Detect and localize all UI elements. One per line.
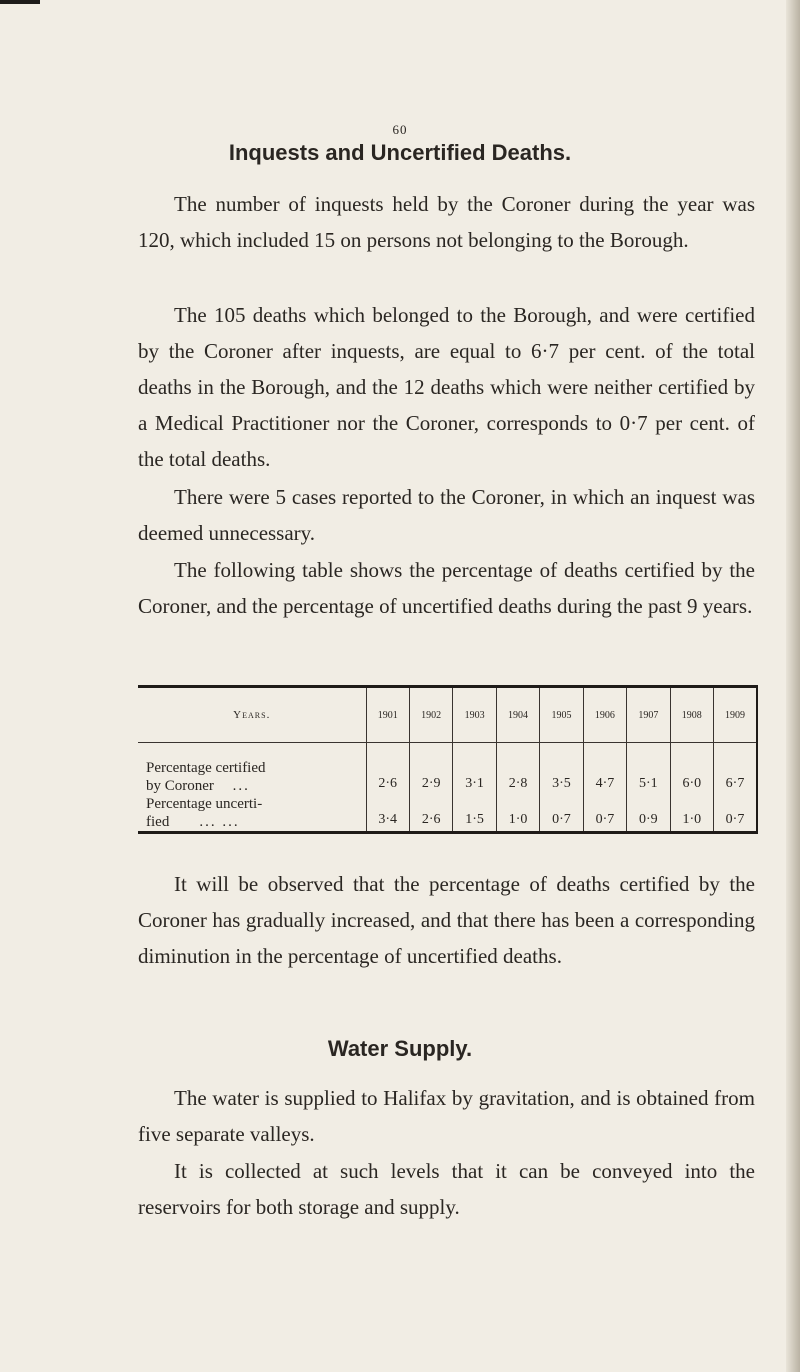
- header-year: 1906: [583, 687, 626, 743]
- table-cell: 2·9: [409, 759, 452, 795]
- section-heading-water-supply: Water Supply.: [327, 1036, 473, 1061]
- table-header-row: [138, 687, 757, 743]
- table-cell: 6·7: [714, 759, 758, 795]
- header-year: 1907: [627, 687, 670, 743]
- table-cell: 6·0: [670, 759, 713, 795]
- row-label-certified: Percentage certified by Coroner ...: [146, 759, 266, 794]
- table-cell: 2·8: [496, 759, 539, 795]
- table-row-uncertified: [138, 795, 757, 833]
- table-cell: 0·7: [583, 795, 626, 833]
- paragraph-cases-reported: There were 5 cases reported to the Coroner, in which an inquest was deemed unnecessary.: [138, 485, 755, 545]
- page-corner-mark: [0, 0, 40, 4]
- coroner-percentage-table: [138, 685, 758, 834]
- page-edge-shadow: [786, 0, 800, 1372]
- page-number: 60: [392, 122, 408, 137]
- header-year: 1901: [366, 687, 409, 743]
- header-years-label: Years.: [138, 687, 366, 743]
- paragraph-inquests-count: The number of inquests held by the Coroner during the year was 120, which included 15 on persons not belonging to the Borough.: [138, 192, 755, 252]
- table-cell: 2·6: [366, 759, 409, 795]
- table-cell: 2·6: [409, 795, 452, 833]
- table-cell: 3·5: [540, 759, 583, 795]
- table-cell: 1·0: [670, 795, 713, 833]
- table-row-certified: [138, 759, 757, 795]
- header-year: 1904: [496, 687, 539, 743]
- table-cell: 1·5: [453, 795, 496, 833]
- table-cell: 1·0: [496, 795, 539, 833]
- paragraph-table-intro: The following table shows the percentage of deaths certified by the Coroner, and the percentage of uncertified deaths during the past 9 years.: [138, 558, 755, 618]
- paragraph-certified-deaths: The 105 deaths which belonged to the Borough, and were certified by the Coroner after inquests, are equal to 6·7 per cent. of the total deaths in the Borough, and the 12 deaths which were neither certified by a Medical Practitioner nor the Coroner, corresponds to 0·7 per cent. of the total deaths.: [138, 303, 755, 471]
- table-cell: 4·7: [583, 759, 626, 795]
- header-year: 1902: [409, 687, 452, 743]
- paragraph-observation: It will be observed that the percentage of deaths certified by the Coroner has gradually increased, and that there has been a corresponding diminution in the percentage of uncertified deaths.: [138, 872, 755, 968]
- section-heading-inquests: Inquests and Uncertified Deaths.: [228, 140, 572, 165]
- paragraph-water-source: The water is supplied to Halifax by gravitation, and is obtained from five separate valleys.: [138, 1086, 755, 1146]
- header-year: 1905: [540, 687, 583, 743]
- table-cell: 3·1: [453, 759, 496, 795]
- table-cell: 0·7: [714, 795, 758, 833]
- table-cell: 5·1: [627, 759, 670, 795]
- paragraph-water-reservoirs: It is collected at such levels that it can be conveyed into the reservoirs for both storage and supply.: [138, 1159, 755, 1219]
- table-cell: 3·4: [366, 795, 409, 833]
- header-year: 1908: [670, 687, 713, 743]
- header-year: 1903: [453, 687, 496, 743]
- row-label-uncertified: Percentage uncerti- fied ... ...: [146, 795, 263, 830]
- header-year: 1909: [714, 687, 758, 743]
- table-cell: 0·9: [627, 795, 670, 833]
- table-cell: 0·7: [540, 795, 583, 833]
